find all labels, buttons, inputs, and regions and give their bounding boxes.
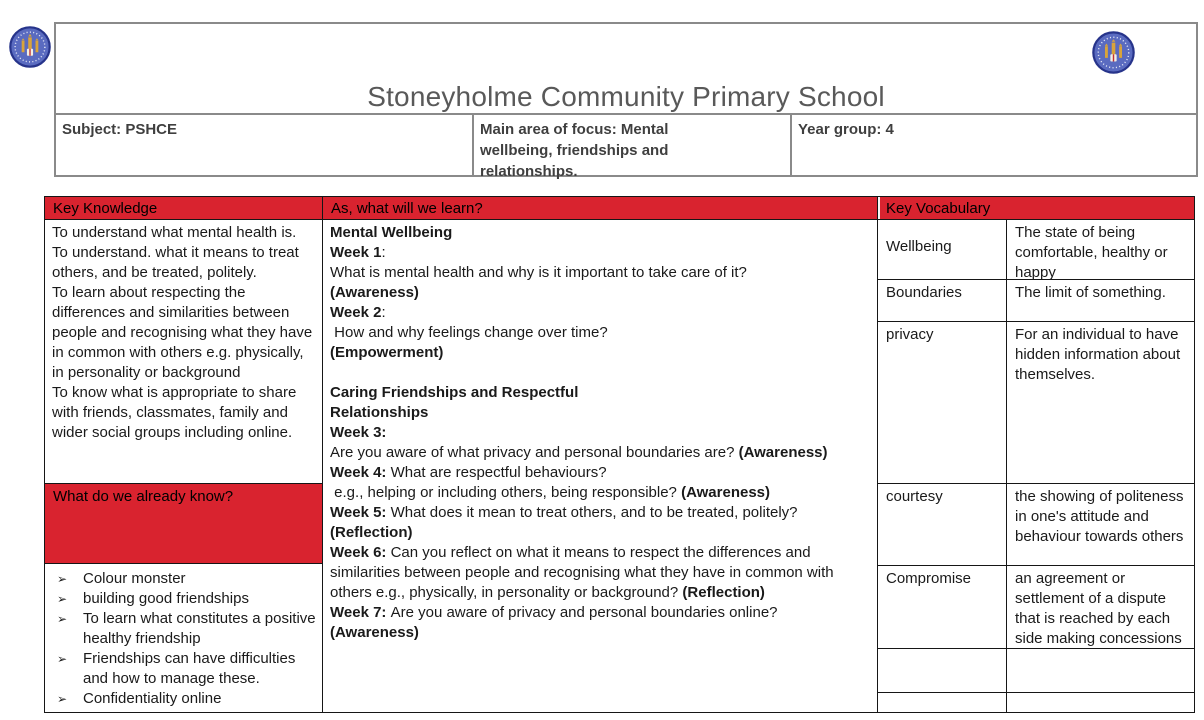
learning-paragraph: Mental Wellbeing (330, 224, 453, 241)
vocab-definition: The state of being comfortable, healthy or happy (1015, 224, 1168, 281)
school-crest-icon (9, 26, 51, 68)
arrow-bullet-icon: ➢ (57, 612, 68, 626)
already-know-item (51, 569, 318, 589)
vocab-definition (1007, 693, 1194, 712)
learning-header: As, what will we learn? (323, 197, 877, 220)
knowledge-paragraph: To know what is appropriate to share with friends, classmates, family and wider social groups including online. (52, 384, 297, 441)
knowledge-paragraph: To learn about respecting the differences and similarities between people and recognising what they have in common with others e.g. physically, in personality or background (52, 284, 313, 381)
key-knowledge-column (45, 197, 323, 712)
vocab-row (878, 322, 1194, 484)
vocabulary-rows (878, 220, 1194, 712)
header-box (54, 22, 1198, 180)
vocab-row (878, 566, 1194, 649)
school-crest-logo-right (1092, 31, 1135, 74)
page-title: Stoneyholme Community Primary School (367, 81, 885, 112)
knowledge-paragraph: To understand what mental health is. (52, 224, 297, 241)
learning-paragraph: Week 4: What are respectful behaviours? (330, 464, 607, 481)
already-know-item (51, 589, 318, 609)
knowledge-paragraph: To understand. what it means to treat others, and be treated, politely. (52, 244, 299, 281)
vocabulary-header: Key Vocabulary (878, 197, 1194, 220)
vocab-row (878, 693, 1194, 712)
arrow-bullet-icon: ➢ (57, 572, 68, 586)
already-know-item-text: To learn what constitutes a positive healthy friendship (83, 610, 316, 647)
already-know-item (51, 609, 318, 649)
vocab-row (878, 649, 1194, 693)
learning-paragraph: What is mental health and why is it important to take care of it? (330, 264, 747, 281)
subject-row (56, 115, 1196, 180)
already-know-item (51, 689, 318, 709)
vocab-term: courtesy (878, 484, 1007, 565)
vocab-definition (1007, 649, 1194, 692)
already-know-header: What do we already know? (45, 484, 322, 564)
focus-cell (474, 115, 792, 180)
focus-text: Main area of focus: Mental wellbeing, friendships and relationships. (480, 121, 669, 180)
year-group-cell: Year group: 4 (798, 121, 894, 138)
vocab-row (878, 484, 1194, 566)
arrow-bullet-icon: ➢ (57, 692, 68, 706)
vocab-row (878, 220, 1194, 280)
already-know-list (45, 564, 322, 712)
learning-cell (323, 220, 877, 712)
already-know-item (51, 649, 318, 689)
learning-paragraph: (Reflection) (330, 524, 413, 541)
learning-paragraph: Relationships (330, 404, 429, 421)
already-know-item-text: building good friendships (83, 590, 249, 607)
vocab-term: Compromise (878, 566, 1007, 648)
vocab-definition: an agreement or settlement of a dispute that is reached by each side making concessions (1015, 570, 1182, 647)
learning-paragraph: (Empowerment) (330, 344, 444, 361)
key-knowledge-header: Key Knowledge (45, 197, 322, 220)
key-knowledge-cell (45, 220, 322, 484)
school-crest-logo-left (9, 26, 51, 68)
learning-paragraph: e.g., helping or including others, being responsible? (Awareness) (330, 484, 771, 501)
vocab-term (878, 649, 1007, 692)
learning-paragraph: (Awareness) (330, 284, 419, 301)
arrow-bullet-icon: ➢ (57, 652, 68, 666)
curriculum-table (44, 196, 1195, 713)
learning-paragraph: Caring Friendships and Respectful (330, 384, 579, 401)
already-know-item-text: Friendships can have difficulties and how to manage these. (83, 650, 296, 687)
title-cell (56, 24, 1196, 115)
vocab-row (878, 280, 1194, 322)
school-crest-icon (1092, 31, 1135, 74)
learning-paragraph: Week 1: (330, 244, 386, 261)
learning-paragraph: Week 3: (330, 424, 387, 441)
already-know-item-text: Colour monster (83, 570, 186, 587)
learning-paragraph: (Awareness) (330, 624, 419, 641)
arrow-bullet-icon: ➢ (57, 592, 68, 606)
learning-paragraph: Week 2: (330, 304, 386, 321)
learning-paragraph (330, 363, 869, 383)
vocab-definition: The limit of something. (1015, 284, 1166, 301)
learning-column (323, 197, 878, 712)
learning-paragraph: Week 5: What does it mean to treat others, and to be treated, politely? (330, 504, 798, 521)
vocab-term: Wellbeing (878, 220, 1007, 279)
learning-paragraph: How and why feelings change over time? (330, 324, 608, 341)
already-know-item-text: Confidentiality online (83, 690, 222, 707)
learning-paragraph: Week 6: Can you reflect on what it means to respect the differences and similarities between people and recognising what they have in common with others e.g., physically, in personality or background? (Reflection) (330, 544, 838, 601)
vocab-term: privacy (878, 322, 1007, 483)
vocab-definition: For an individual to have hidden information about themselves. (1015, 326, 1181, 383)
learning-paragraph: Week 7: Are you aware of privacy and personal boundaries online? (330, 604, 778, 621)
vocab-definition: the showing of politeness in one's attitude and behaviour towards others (1015, 488, 1184, 545)
vocabulary-column (878, 197, 1194, 712)
vocab-term (878, 693, 1007, 712)
learning-paragraph: Are you aware of what privacy and personal boundaries are? (Awareness) (330, 444, 828, 461)
vocab-term: Boundaries (878, 280, 1007, 321)
subject-cell: Subject: PSHCE (56, 115, 474, 175)
